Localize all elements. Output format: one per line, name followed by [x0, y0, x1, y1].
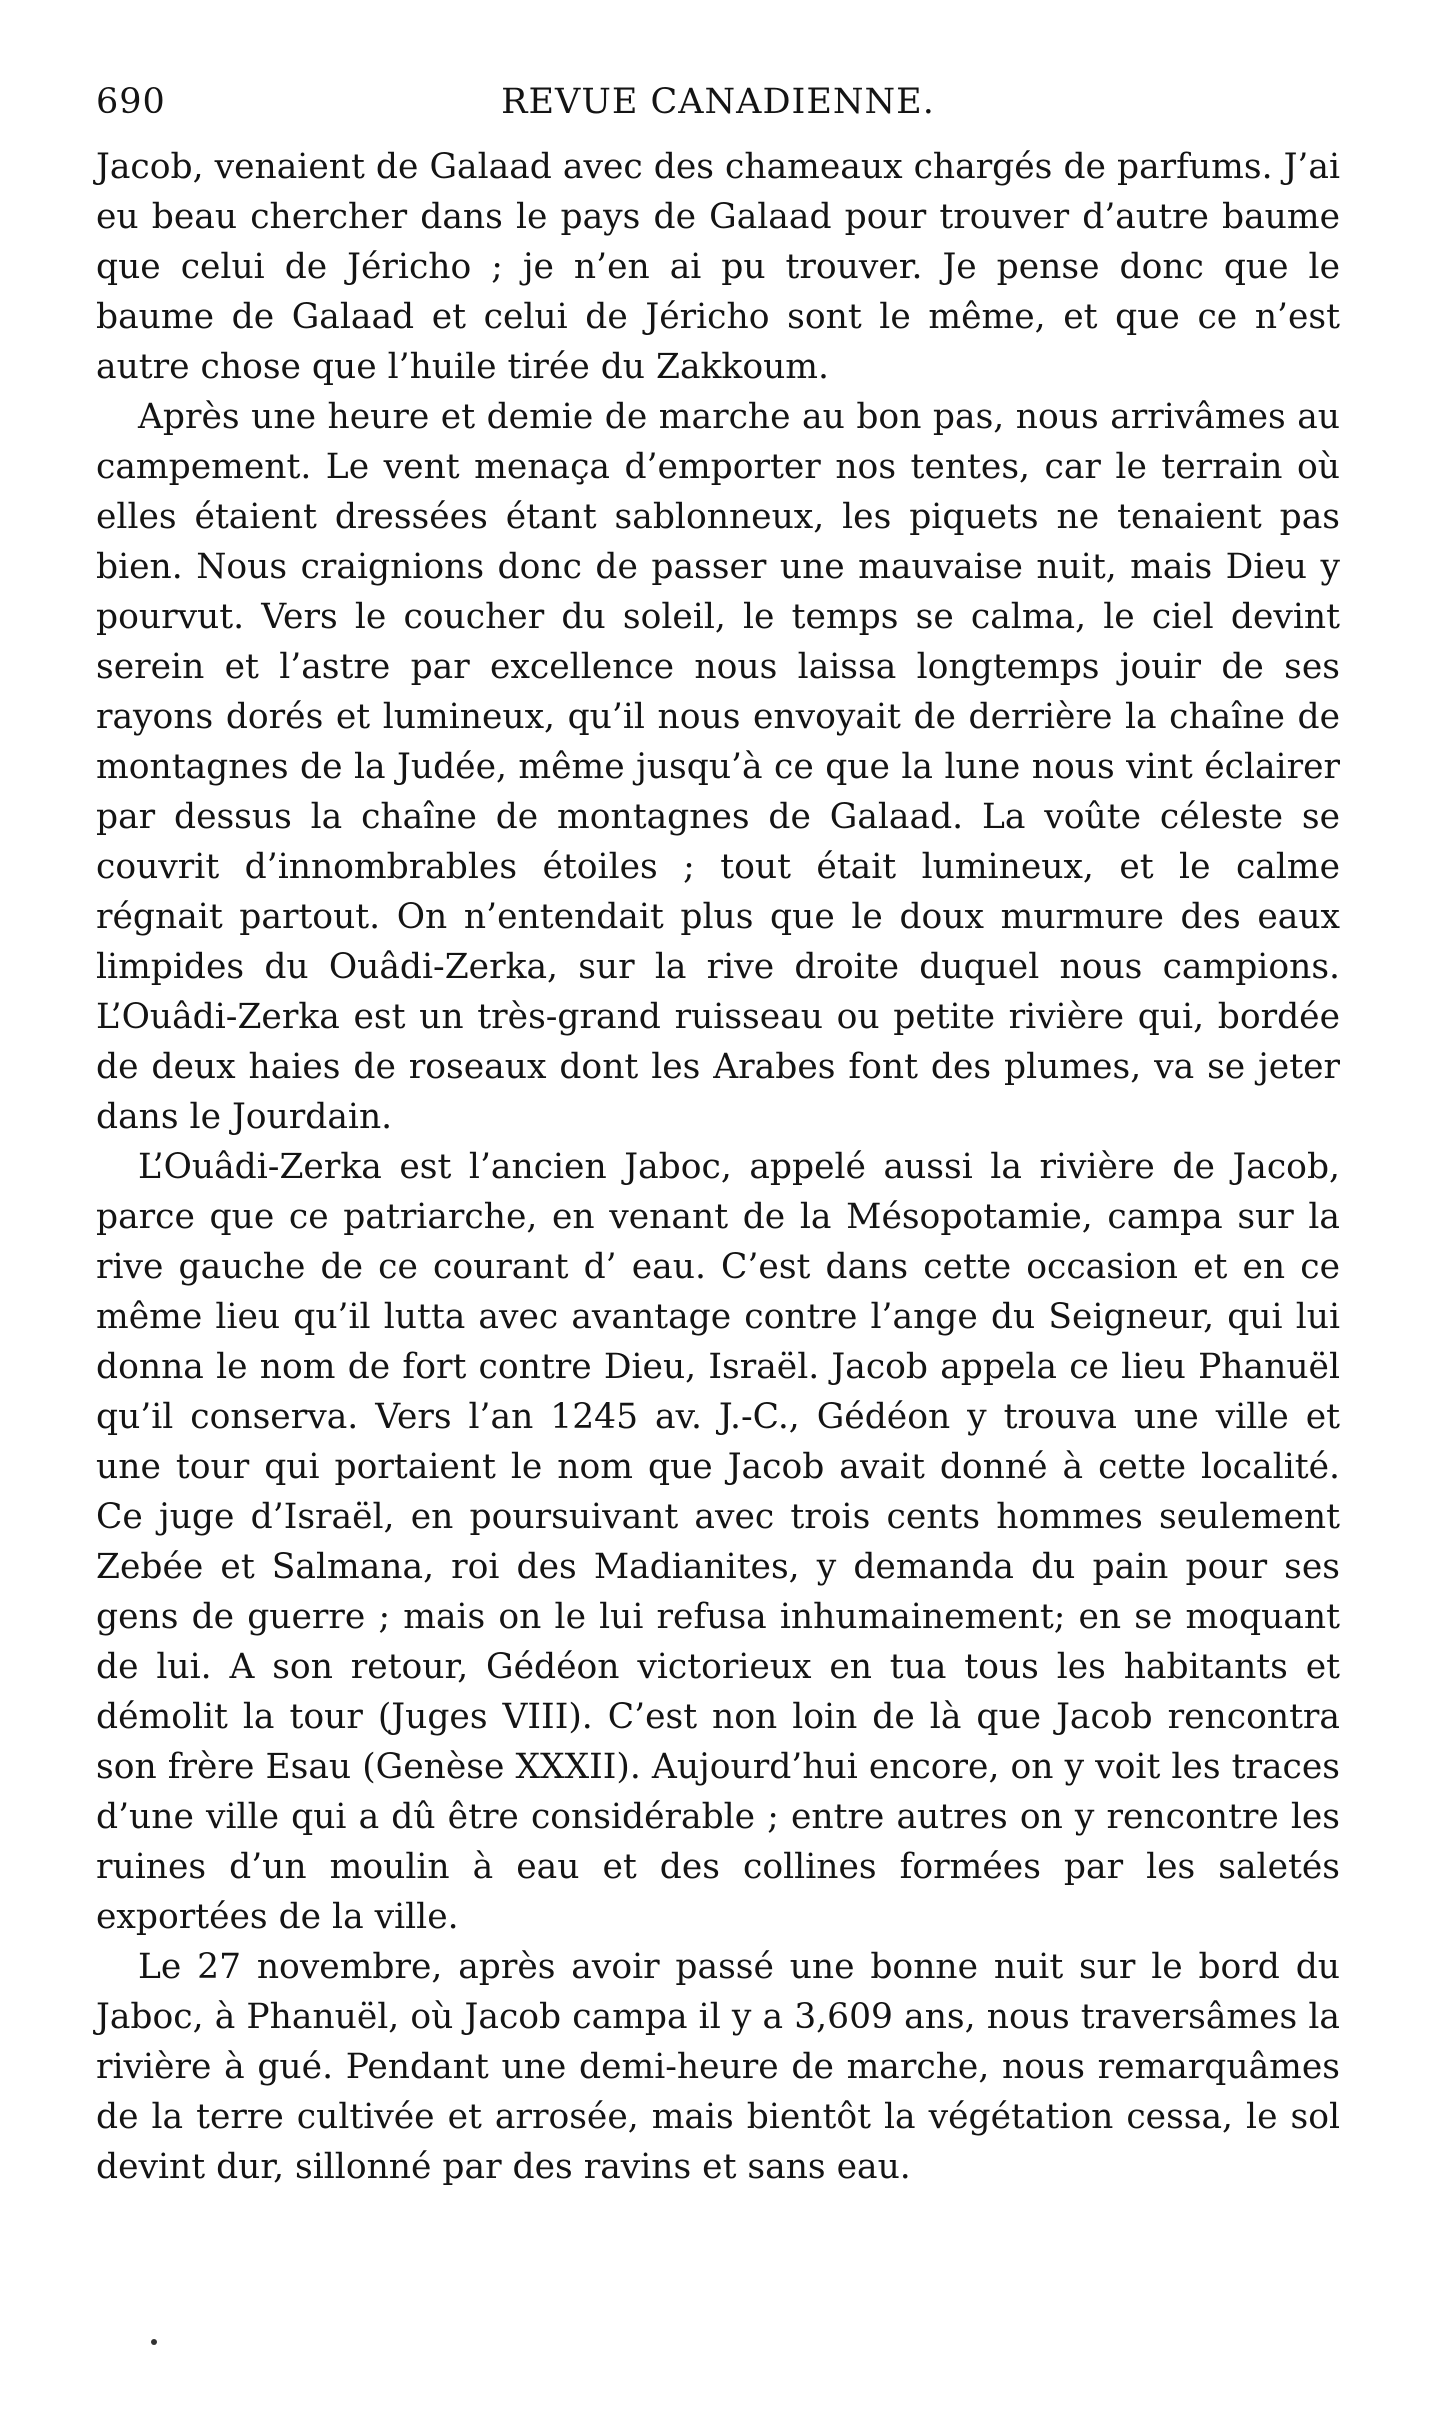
running-title: REVUE CANADIENNE. [501, 82, 935, 122]
book-page [96, 82, 1340, 2192]
paragraph-balm-of-galaad: Jacob, venaient de Galaad avec des chameaux chargés de parfums. J’ai eu beau chercher dans le pays de Galaad pour trouver d’autre baume que celui de Jéricho ; je n’en ai pu trouver. Je pense donc que le baume de Galaad et celui de Jéricho sont le même, et que ce n’est autre chose que l’huile tirée du Zakkoum. [96, 147, 1340, 387]
ink-speck [151, 2339, 157, 2345]
page-header [96, 82, 1340, 142]
paragraph-crossing-river: Le 27 novembre, après avoir passé une bonne nuit sur le bord du Jaboc, à Phanuël, où Jacob campa il y a 3,609 ans, nous traversâmes la rivière à gué. Pendant une demi-heure de marche, nous remarquâmes de la terre cultivée et arrosée, mais bientôt la végétation cessa, le sol devint dur, sillonné par des ravins et sans eau. [96, 1947, 1340, 2187]
paragraph-jaboc-history: L’Ouâdi-Zerka est l’ancien Jaboc, appelé aussi la rivière de Jacob, parce que ce patriarche, en venant de la Mésopotamie, campa sur la rive gauche de ce courant d’ eau. C’est dans cette occasion et en ce même lieu qu’il lutta avec avantage contre l’ange du Seigneur, qui lui donna le nom de fort contre Dieu, Israël. Jacob appela ce lieu Phanuël qu’il conserva. Vers l’an 1245 av. J.-C., Gédéon y trouva une ville et une tour qui portaient le nom que Jacob avait donné à cette localité. Ce juge d’Israël, en poursuivant avec trois cents hommes seulement Zebée et Salmana, roi des Madianites, y demanda du pain pour ses gens de guerre ; mais on le lui refusa inhumainement; en se moquant de lui. A son retour, Gédéon victorieux en tua tous les habitants et démolit la tour (Juges VIII). C’est non loin de là que Jacob rencontra son frère Esau (Genèse XXXII). Aujourd’hui encore, on y voit les traces d’une ville qui a dû être considérable ; entre autres on y rencontre les ruines d’un moulin à eau et des collines formées par les saletés exportées de la ville. [96, 1147, 1340, 1937]
paragraph-campsite-night: Après une heure et demie de marche au bon pas, nous arrivâmes au campement. Le vent menaça d’emporter nos tentes, car le terrain où elles étaient dressées étant sablonneux, les piquets ne tenaient pas bien. Nous craignions donc de passer une mauvaise nuit, mais Dieu y pourvut. Vers le coucher du soleil, le temps se calma, le ciel devint serein et l’astre par excellence nous laissa longtemps jouir de ses rayons dorés et lumineux, qu’il nous envoyait de derrière la chaîne de montagnes de la Judée, même jusqu’à ce que la lune nous vint éclairer par dessus la chaîne de montagnes de Galaad. La voûte céleste se couvrit d’innombrables étoiles ; tout était lumineux, et le calme régnait partout. On n’entendait plus que le doux murmure des eaux limpides du Ouâdi-Zerka, sur la rive droite duquel nous campions. L’Ouâdi-Zerka est un très-grand ruisseau ou petite rivière qui, bordée de deux haies de roseaux dont les Arabes font des plumes, va se jeter dans le Jourdain. [96, 397, 1340, 1137]
page-number: 690 [96, 82, 166, 122]
